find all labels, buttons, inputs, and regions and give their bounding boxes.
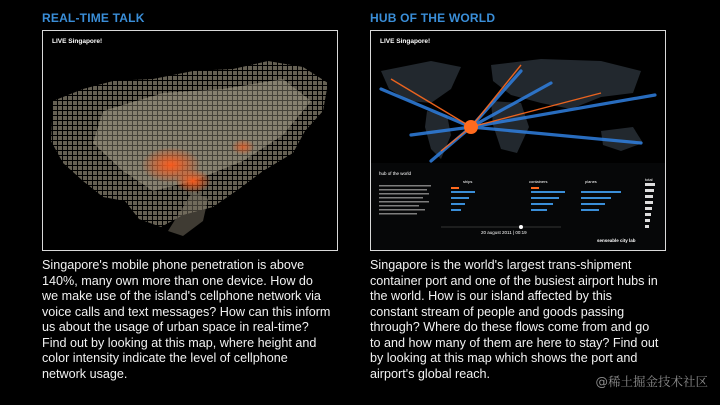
panel-col-containers: containers: [529, 179, 548, 184]
caption-real-time-talk: Singapore's mobile phone penetration is above 140%, many own more than one device. How do we make use of the island's cellphone network via voice calls and text messages? How can this inform us about the usage of urban space in real-time? Find out by looking at this map, where height and color intensity indicate the level of cellphone network usage.: [42, 258, 331, 381]
singapore-heat-map: [43, 31, 337, 250]
map-live-label: LIVE Singapore!: [380, 38, 431, 45]
map-global-flows[interactable]: [370, 30, 666, 251]
heading-real-time-talk: REAL-TIME TALK: [42, 11, 145, 25]
heading-hub-of-the-world: HUB OF THE WORLD: [370, 11, 496, 25]
hotspot-east: [231, 139, 255, 155]
map-live-label: LIVE Singapore!: [52, 38, 103, 45]
panel-credit: senseable city lab: [597, 238, 636, 243]
panel-title: hub of the world: [379, 171, 412, 176]
panel-col-planes: planes: [585, 179, 597, 184]
panel-col-ships: ships: [463, 179, 473, 184]
watermark-text: @稀土掘金技术社区: [595, 374, 708, 389]
world-flow-map: [371, 31, 665, 250]
panel-col-total: total: [645, 177, 653, 182]
map-cellphone-usage[interactable]: [42, 30, 338, 251]
hotspot-south: [175, 169, 211, 193]
singapore-hub-marker: [464, 120, 478, 134]
world-continents: [381, 59, 643, 159]
caption-hub-of-the-world: Singapore is the world's largest trans-shipment container port and one of the busiest airport hubs in the world. How is our island affected by this constant stream of people and goods passing through? Where do these flows come from and go to and how many of them are here to stay? Find out by looking at this map which shows the port and airport's global reach.: [370, 258, 659, 381]
panel-date: 20 august 2011 | 00:19: [481, 230, 527, 235]
